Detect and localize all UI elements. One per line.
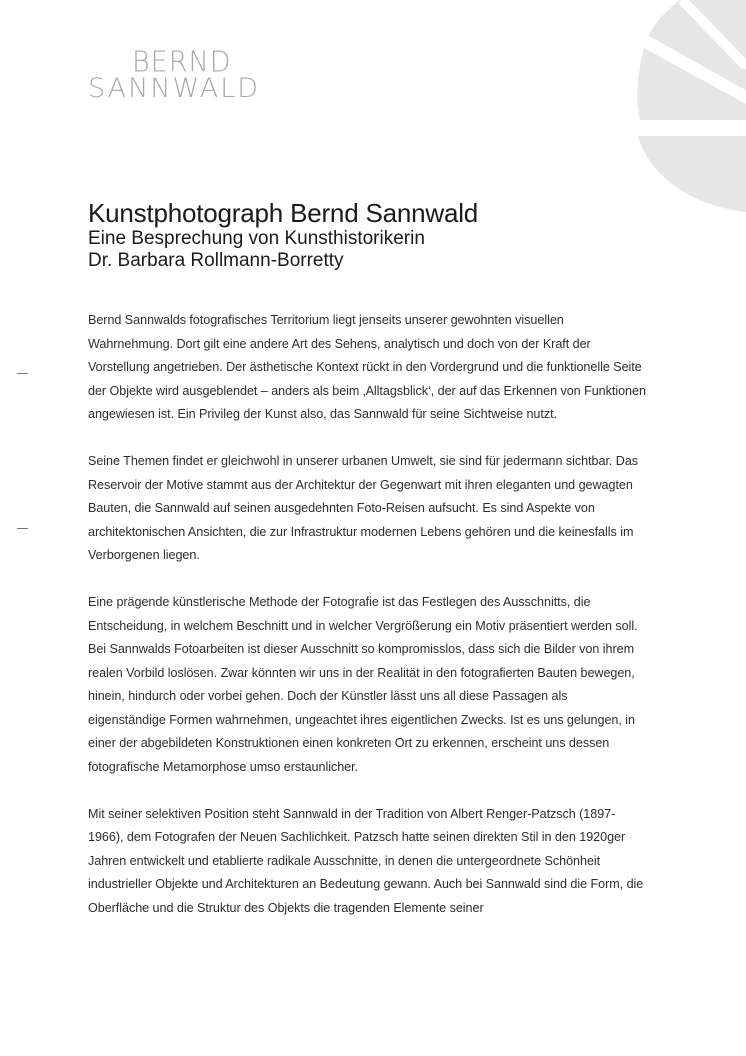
logo [88,46,261,104]
paragraph: Bernd Sannwalds fotografisches Territorium liegt jenseits unserer gewohnten visuellen Wahrnehmung. Dort gilt eine andere Art des Sehens, analytisch und doch von der Kraft der Vorstellung angetrieben. Der ästhetische Kontext rückt in den Vordergrund und die funktionelle Seite der Objekte wird ausgeblendet – anders als beim ‚Alltagsblick‘, der auf das Erkennen von Funktionen angewiesen ist. Ein Privileg der Kunst also, das Sannwald für seine Sichtweise nutzt. [88,313,646,421]
aperture-emblem-icon [636,0,746,215]
logo-line-1: BERND [132,46,232,79]
document-title: Kunstphotograph Bernd Sannwald [88,198,479,228]
paragraph: Eine prägende künstlerische Methode der Fotografie ist das Festlegen des Ausschnitts, die Entscheidung, in welchem Beschnitt und in welcher Vergrößerung ein Motiv präsentiert werden soll. Bei Sannwalds Fotoarbeiten ist dieser Ausschnitt so kompromisslos, dass sich die Bilder von ihrem realen Vorbild loslösen. Zwar könnten wir uns in der Realität in den fotografierten Bauten bewegen, hinein, hindurch oder vorbei gehen. Doch der Künstler lässt uns all diese Passagen als eigenständige Formen wahrnehmen, ungeachtet ihres eigentlichen Zwecks. Ist es uns gelungen, in einer der abgebildeten Konstruktionen einen konkreten Ort zu erkennen, erscheint uns dessen fotografische Metamorphose umso erstaunlicher. [88,595,638,774]
document-subtitle-2: Dr. Barbara Rollmann-Borretty [88,250,344,271]
body-text [88,309,648,944]
paragraph: Mit seiner selektiven Position steht Sannwald in der Tradition von Albert Renger-Patzsch (1897-1966), dem Fotografen der Neuen Sachlichkeit. Patzsch hatte seinen direkten Stil in den 1920ger Jahren entwickelt und etablierte radikale Ausschnitte, in denen die untergeordnete Schönheit industrieller Objekte und Architekturen an Bedeutung gewann. Auch bei Sannwald sind die Form, die Oberfläche und die Struktur des Objekts die tragenden Elemente seiner [88,806,644,915]
paragraph: Seine Themen findet er gleichwohl in unserer urbanen Umwelt, sie sind für jedermann sichtbar. Das Reservoir der Motive stammt aus der Architektur der Gegenwart mit ihren eleganten und gewagten Bauten, die Sannwald auf seinen ausgedehnten Foto-Reisen aufsucht. Es sind Aspekte von architektonischen Ansichten, die zur Infrastruktur modernen Lebens gehören und die keinesfalls im Verborgenen liegen. [88,454,639,562]
document-subtitle-1: Eine Besprechung von Kunsthistorikerin [88,228,425,249]
fold-mark-icon [17,528,28,529]
title-block [88,198,688,272]
logo-line-2: SANNWALD [88,73,261,104]
fold-mark-icon [17,373,28,374]
